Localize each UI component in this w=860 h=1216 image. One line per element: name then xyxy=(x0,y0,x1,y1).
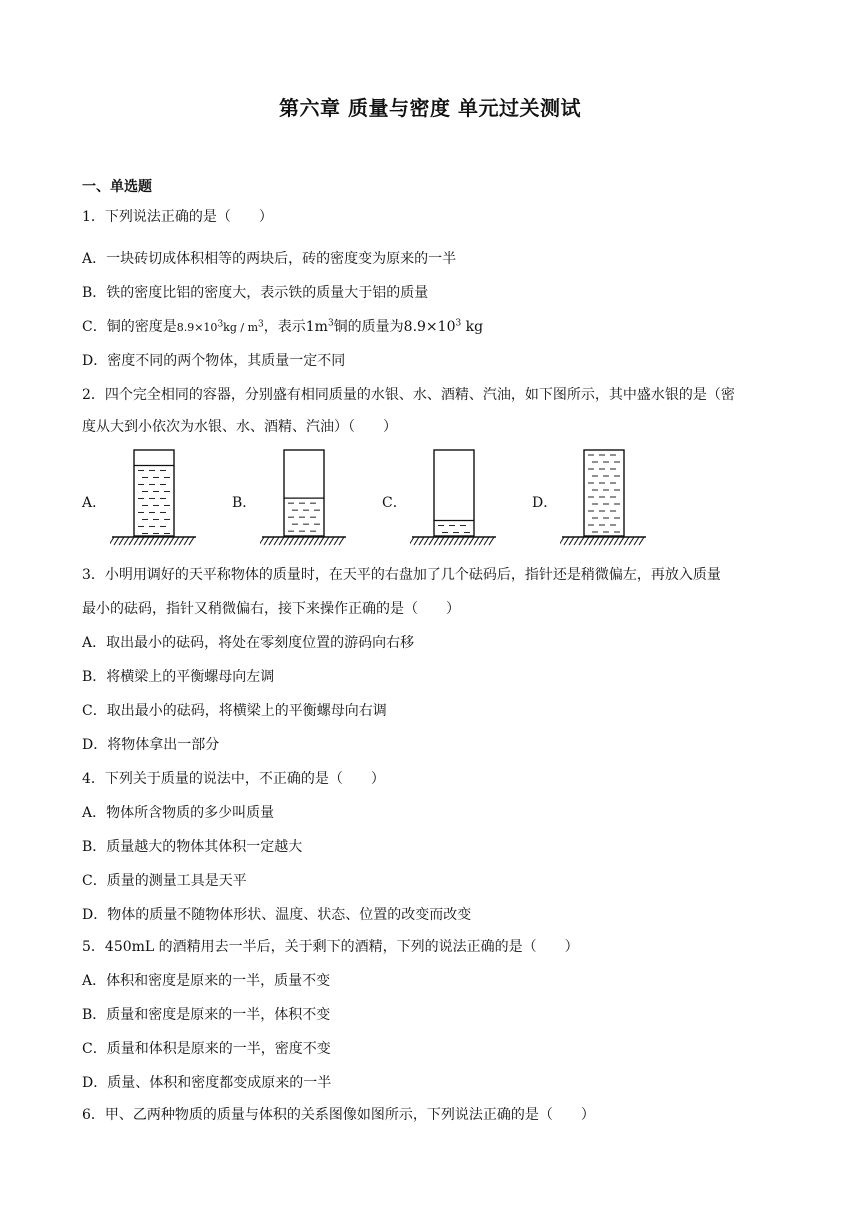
ground-hatch xyxy=(169,537,174,545)
ground-hatch xyxy=(629,537,634,545)
ground-hatch xyxy=(184,537,189,545)
ground-hatch xyxy=(624,537,629,545)
density-unit-exponent: 3 xyxy=(258,319,264,330)
question-1-stem: 1．下列说法正确的是（ ） xyxy=(82,209,273,225)
ground-hatch xyxy=(604,537,609,545)
question-5-option-a: A．体积和密度是原来的一半，质量不变 xyxy=(82,973,331,989)
ground-hatch xyxy=(454,537,459,545)
question-5-option-d: D．质量、体积和密度都变成原来的一半 xyxy=(82,1075,332,1091)
container-wall xyxy=(434,450,474,536)
ground-hatch xyxy=(319,537,324,545)
question-1-option-c xyxy=(82,316,483,336)
question-2-label-a: A． xyxy=(82,495,107,511)
mass-exponent: 3 xyxy=(455,318,462,329)
ground-hatch xyxy=(579,537,584,545)
ground-hatch xyxy=(260,537,264,545)
ground-hatch xyxy=(124,537,129,545)
ground-hatch xyxy=(574,537,579,545)
question-2-stem-line-1: 2．四个完全相同的容器，分别盛有相同质量的水银、水、酒精、汽油，如下图所示，其中盛水银的是（密 xyxy=(82,387,735,403)
ground-hatch xyxy=(584,537,589,545)
ground-hatch xyxy=(179,537,184,545)
density-base: 8.9×10 xyxy=(176,321,218,334)
question-3-stem-line-2: 最小的砝码，指针又稍微偏右，接下来操作正确的是（ ） xyxy=(82,601,460,617)
ground-hatch xyxy=(484,537,489,545)
ground-hatch xyxy=(264,537,269,545)
ground-hatch xyxy=(134,537,139,545)
question-5-stem: 5．450mL 的酒精用去一半后，关于剩下的酒精，下列的说法正确的是（ ） xyxy=(82,939,579,955)
question-3-option-d: D．将物体拿出一部分 xyxy=(82,737,220,753)
container-wall xyxy=(284,450,324,536)
question-3-option-c: C．取出最小的砝码，将横梁上的平衡螺母向右调 xyxy=(82,703,387,719)
ground-hatch xyxy=(609,537,614,545)
container-c-figure xyxy=(410,448,500,550)
ground-hatch xyxy=(334,537,339,545)
ground-hatch xyxy=(469,537,474,545)
question-3-option-a: A．取出最小的砝码，将处在零刻度位置的游码向右移 xyxy=(82,635,415,651)
ground-hatch xyxy=(459,537,464,545)
page-title: 第六章 质量与密度 单元过关测试 xyxy=(279,96,581,120)
ground-hatch xyxy=(139,537,144,545)
question-4-option-b: B．质量越大的物体其体积一定越大 xyxy=(82,839,303,855)
container-wall xyxy=(134,450,174,536)
ground-hatch xyxy=(619,537,624,545)
ground-hatch xyxy=(304,537,309,545)
ground-hatch xyxy=(410,537,414,545)
question-2-stem-line-2: 度从大到小依次为水银、水、酒精、汽油）（ ） xyxy=(82,419,397,435)
volume-formula xyxy=(306,319,334,335)
ground-hatch xyxy=(589,537,594,545)
ground-hatch xyxy=(119,537,124,545)
container-b-figure xyxy=(260,448,350,550)
ground-hatch xyxy=(314,537,319,545)
ground-hatch xyxy=(279,537,284,545)
question-5-option-c: C．质量和体积是原来的一半，密度不变 xyxy=(82,1041,331,1057)
ground-hatch xyxy=(594,537,599,545)
ground-hatch xyxy=(414,537,419,545)
question-5-option-b: B．质量和密度是原来的一半，体积不变 xyxy=(82,1007,331,1023)
ground-hatch xyxy=(434,537,439,545)
option-c-middle-2: 铜的质量为 xyxy=(333,319,404,335)
question-4-option-d: D．物体的质量不随物体形状、温度、状态、位置的改变而改变 xyxy=(82,907,472,923)
ground-hatch xyxy=(634,537,639,545)
ground-hatch xyxy=(294,537,299,545)
ground-hatch xyxy=(274,537,279,545)
section-heading-single-choice: 一、单选题 xyxy=(82,179,152,195)
ground-hatch xyxy=(560,537,564,545)
ground-hatch xyxy=(599,537,604,545)
ground-hatch xyxy=(174,537,179,545)
question-4-stem: 4．下列关于质量的说法中，不正确的是（ ） xyxy=(82,771,385,787)
ground-hatch xyxy=(114,537,119,545)
ground-hatch xyxy=(154,537,159,545)
ground-hatch xyxy=(164,537,169,545)
density-unit: kg / m xyxy=(223,321,259,334)
ground-hatch xyxy=(424,537,429,545)
ground-hatch xyxy=(299,537,304,545)
mass-unit: kg xyxy=(461,319,484,335)
question-3-option-b: B．将横梁上的平衡螺母向左调 xyxy=(82,669,275,685)
question-3-stem-line-1: 3．小明用调好的天平称物体的质量时，在天平的右盘加了几个砝码后，指针还是稍微偏左，再放入质量 xyxy=(82,567,721,583)
ground-hatch xyxy=(289,537,294,545)
container-a-figure xyxy=(110,448,200,550)
question-1-option-d: D．密度不同的两个物体，其质量一定不同 xyxy=(82,353,346,369)
volume-value: 1m xyxy=(305,319,328,335)
ground-hatch xyxy=(639,537,644,545)
ground-hatch xyxy=(309,537,314,545)
ground-hatch xyxy=(419,537,424,545)
ground-hatch xyxy=(339,537,344,545)
ground-hatch xyxy=(144,537,149,545)
question-1-option-a: A．一块砖切成体积相等的两块后，砖的密度变为原来的一半 xyxy=(82,251,457,267)
question-2-label-b: B． xyxy=(232,495,257,511)
ground-hatch xyxy=(129,537,134,545)
ground-hatch xyxy=(449,537,454,545)
ground-hatch xyxy=(149,537,154,545)
ground-hatch xyxy=(159,537,164,545)
mass-formula xyxy=(404,319,483,335)
question-2-label-d: D． xyxy=(532,495,558,511)
density-formula xyxy=(177,321,264,334)
ground-hatch xyxy=(474,537,479,545)
container-wall xyxy=(584,450,624,536)
option-c-middle: ，表示 xyxy=(263,319,306,335)
ground-hatch xyxy=(189,537,194,545)
question-1-option-b: B．铁的密度比铝的密度大，表示铁的质量大于铝的质量 xyxy=(82,285,429,301)
question-4-option-a: A．物体所含物质的多少叫质量 xyxy=(82,805,275,821)
ground-hatch xyxy=(429,537,434,545)
question-2-label-c: C． xyxy=(382,495,407,511)
ground-hatch xyxy=(489,537,494,545)
ground-hatch xyxy=(479,537,484,545)
ground-hatch xyxy=(464,537,469,545)
ground-hatch xyxy=(444,537,449,545)
option-c-prefix: C．铜的密度是 xyxy=(82,319,177,335)
ground-hatch xyxy=(110,537,114,545)
ground-hatch xyxy=(439,537,444,545)
question-4-option-c: C．质量的测量工具是天平 xyxy=(82,873,247,889)
ground-hatch xyxy=(269,537,274,545)
ground-hatch xyxy=(564,537,569,545)
mass-base: 8.9×10 xyxy=(403,319,456,335)
ground-hatch xyxy=(329,537,334,545)
volume-exponent: 3 xyxy=(327,318,334,329)
ground-hatch xyxy=(284,537,289,545)
ground-hatch xyxy=(324,537,329,545)
question-6-stem: 6．甲、乙两种物质的质量与体积的关系图像如图所示，下列说法正确的是（ ） xyxy=(82,1107,595,1123)
ground-hatch xyxy=(569,537,574,545)
ground-hatch xyxy=(614,537,619,545)
density-exponent: 3 xyxy=(217,319,224,330)
container-d-figure xyxy=(560,448,650,550)
